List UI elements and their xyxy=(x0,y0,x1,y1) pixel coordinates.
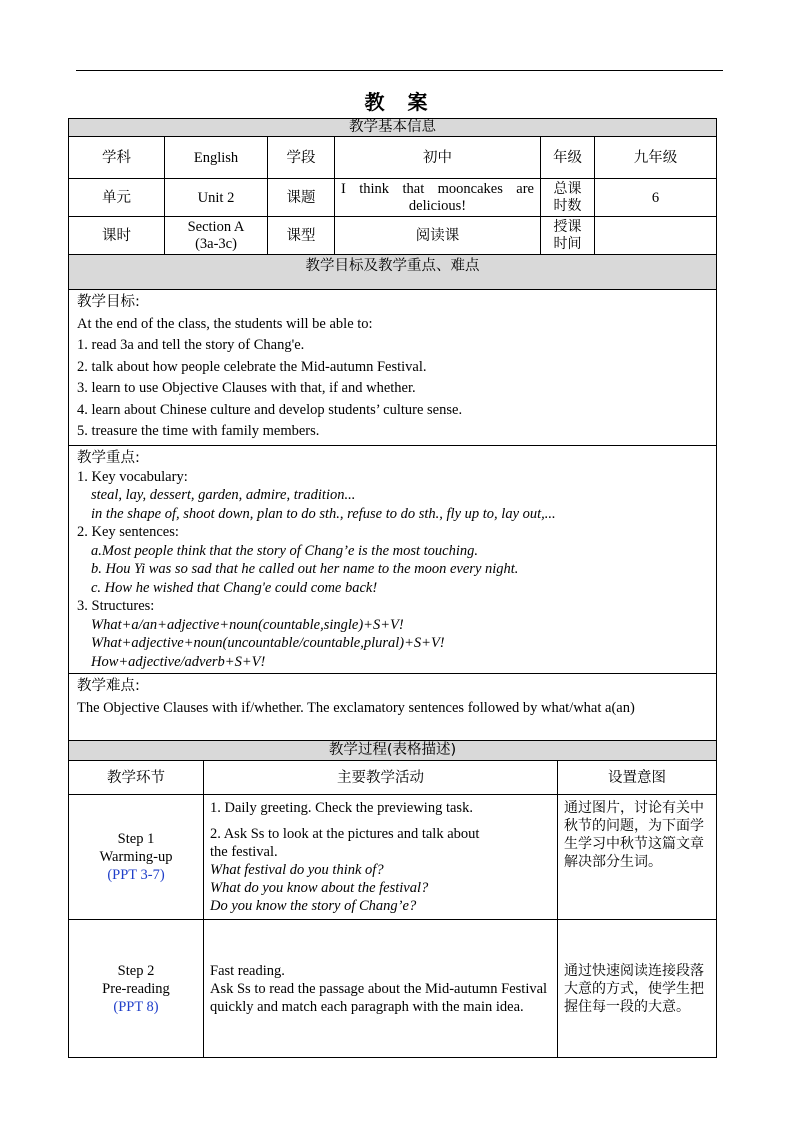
question-line: Do you know the story of Chang’e? xyxy=(210,898,417,914)
difficulty-label: 教学难点: xyxy=(77,678,140,694)
teach-time-label-line2: 时间 xyxy=(553,235,582,252)
vocab-line: steal, lay, dessert, garden, admire, tradition... xyxy=(91,487,356,503)
activity-line: 2. Ask Ss to look at the pictures and talk about xyxy=(210,826,480,842)
teach-time-value xyxy=(595,217,717,255)
process-table xyxy=(68,740,717,1058)
purpose-cell: 通过快速阅读连接段落大意的方式，使学生把握住每一段的大意。 xyxy=(558,920,717,1058)
step-name: Pre-reading xyxy=(102,980,170,997)
key-points-block xyxy=(69,445,717,674)
ppt-reference: (PPT 3-7) xyxy=(107,867,165,883)
col-purpose: 设置意图 xyxy=(558,761,717,795)
vocab-line: in the shape of, shoot down, plan to do sth., refuse to do sth., fly up to, lay out,... xyxy=(91,505,556,522)
question-line: What festival do you think of? xyxy=(210,862,384,878)
structure-line: How+adjective/adverb+S+V! xyxy=(91,653,266,670)
key-sentence: b. Hou Yi was so sad that he called out her name to the moon every night. xyxy=(91,561,519,577)
topic-value: I think that mooncakes are delicious! xyxy=(335,179,541,217)
teach-time-label xyxy=(541,217,595,255)
grade-label: 年级 xyxy=(541,137,595,179)
unit-value: Unit 2 xyxy=(165,179,268,217)
vocab-title: 1. Key vocabulary: xyxy=(77,468,188,485)
subject-value: English xyxy=(165,137,268,179)
table-row xyxy=(69,920,717,1058)
difficulty-block xyxy=(69,674,717,741)
purpose-cell: 通过图片，讨论有关中秋节的问题，为下面学生学习中秋节这篇文章解决部分生词。 xyxy=(558,795,717,920)
step-name: Warming-up xyxy=(99,849,173,865)
type-label: 课型 xyxy=(268,217,335,255)
ppt-reference: (PPT 8) xyxy=(113,998,159,1015)
objective-item: 5. treasure the time with family members. xyxy=(77,423,320,439)
sentences-title: 2. Key sentences: xyxy=(77,524,179,540)
basic-info-table xyxy=(68,118,717,741)
objective-item: 2. talk about how people celebrate the Mid-autumn Festival. xyxy=(77,358,427,375)
difficulty-text: The Objective Clauses with if/whether. The exclamatory sentences followed by what/what a(an) xyxy=(77,699,635,716)
activity-cell xyxy=(204,920,558,1058)
objective-item: 1. read 3a and tell the story of Chang'e. xyxy=(77,337,305,353)
objectives-intro: At the end of the class, the students will be able to: xyxy=(77,315,373,332)
total-hours-label-line1: 总课 xyxy=(553,180,582,197)
unit-label: 单元 xyxy=(69,179,165,217)
total-hours-value: 6 xyxy=(595,179,717,217)
type-value: 阅读课 xyxy=(335,217,541,255)
stage-value: 初中 xyxy=(335,137,541,179)
period-value xyxy=(165,217,268,255)
step-cell xyxy=(69,795,204,920)
step-number: Step 1 xyxy=(117,831,155,847)
objectives-block xyxy=(69,290,717,446)
objective-item: 3. learn to use Objective Clauses with that, if and whether. xyxy=(77,380,416,396)
process-header: 教学过程(表格描述) xyxy=(69,741,717,761)
structure-line: What+adjective+noun(uncountable/countable,plural)+S+V! xyxy=(91,635,445,651)
key-points-label: 教学重点: xyxy=(77,449,140,466)
basic-info-header: 教学基本信息 xyxy=(69,119,717,137)
stage-label: 学段 xyxy=(268,137,335,179)
activity-line: Ask Ss to read the passage about the Mid-autumn Festival quickly and match each paragraph with the main idea. xyxy=(210,980,548,1015)
key-sentence: a.Most people think that the story of Chang’e is the most touching. xyxy=(91,542,479,559)
lesson-plan-sheet xyxy=(68,118,716,1058)
topic-label: 课题 xyxy=(268,179,335,217)
step-cell xyxy=(69,920,204,1058)
activity-line: Fast reading. xyxy=(210,962,285,979)
table-row xyxy=(69,795,717,920)
period-label: 课时 xyxy=(69,217,165,255)
activity-line: 1. Daily greeting. Check the previewing task. xyxy=(210,800,473,816)
objective-item: 4. learn about Chinese culture and develop students’ culture sense. xyxy=(77,401,463,418)
period-value-line1: Section A xyxy=(187,218,245,235)
total-hours-label-line2: 时数 xyxy=(553,197,582,214)
objectives-label: 教学目标: xyxy=(77,294,140,310)
teach-time-label-line1: 授课 xyxy=(553,218,582,235)
structure-line: What+a/an+adjective+noun(countable,single)+S+V! xyxy=(91,616,404,633)
activity-line: the festival. xyxy=(210,844,278,860)
period-value-line2: (3a-3c) xyxy=(195,235,237,252)
activity-cell xyxy=(204,795,558,920)
subject-label: 学科 xyxy=(69,137,165,179)
question-line: What do you know about the festival? xyxy=(210,880,429,896)
col-step: 教学环节 xyxy=(69,761,204,795)
total-hours-label xyxy=(541,179,595,217)
key-sentence: c. How he wished that Chang'e could come back! xyxy=(91,579,378,596)
document-title: 教 案 xyxy=(364,90,436,114)
grade-value: 九年级 xyxy=(595,137,717,179)
goals-header: 教学目标及教学重点、难点 xyxy=(69,255,717,290)
col-activity: 主要教学活动 xyxy=(204,761,558,795)
step-number: Step 2 xyxy=(117,962,155,979)
header-rule xyxy=(76,70,723,71)
structures-title: 3. Structures: xyxy=(77,598,155,614)
